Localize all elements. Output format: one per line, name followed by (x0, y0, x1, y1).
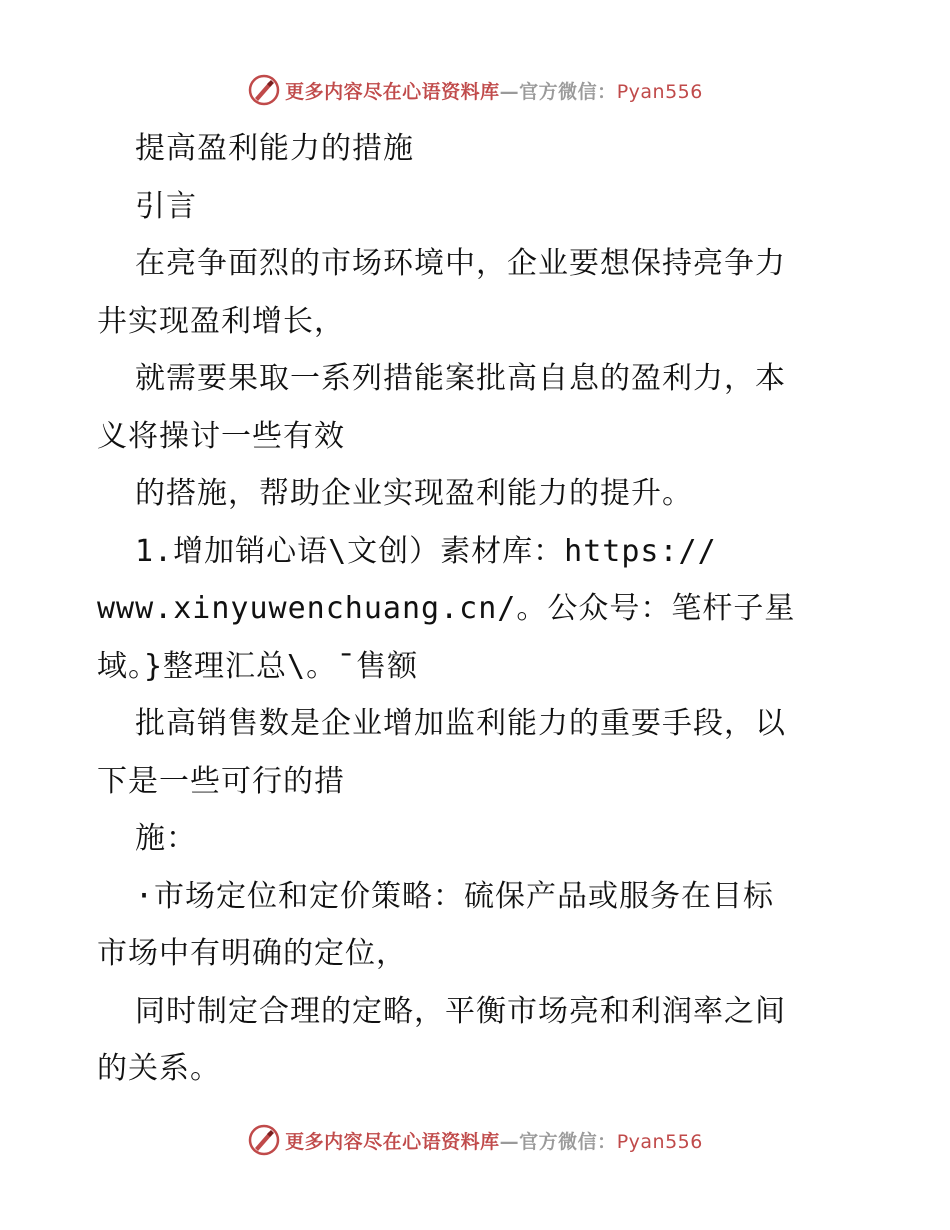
document-body (97, 120, 857, 1098)
paragraph-line: 义将操讨一些有效 (97, 418, 345, 454)
paragraph-line: 同时制定合理的定略，平衡市场亮和利润率之间 (135, 993, 786, 1029)
paragraph-line: 市场中有明确的定位， (97, 936, 407, 971)
paragraph-line: 批高销售数是企业增加监利能力的重要手段，以 (135, 706, 786, 741)
paragraph-line: www.xinyuwenchuang.cn/。公众号：笔杆子星 (97, 591, 796, 626)
banner-text: 更多内容尽在心语资料库—官方微信：Pyan556 (285, 80, 703, 103)
list-item: ·市场定位和定价策略：硫保产品或服务在目标 (135, 878, 775, 914)
paragraph-line: 下是一些可行的措 (97, 763, 345, 799)
paragraph-line: 域。}整理汇总\。¯售额 (97, 648, 419, 684)
paragraph-line: 就需要果取一系列措能案批高自息的盈利力，本 (135, 361, 786, 396)
quill-logo-icon (247, 73, 281, 107)
paragraph-line: 井实现盈利增长， (97, 303, 345, 339)
header-banner (0, 70, 950, 110)
paragraph-line: 施： (135, 821, 197, 856)
document-title: 提高盈利能力的措施 (135, 131, 414, 166)
footer-banner (0, 1120, 950, 1160)
quill-logo-icon (247, 1123, 281, 1157)
paragraph-line: 的关系。 (97, 1051, 221, 1086)
paragraph-line: 的搭施，帮助企业实现盈利能力的提升。 (135, 476, 693, 511)
paragraph-line: 1.增加销心语\文创）素材库：https:// (135, 533, 717, 569)
paragraph-line: 在亮争面烈的市场环境中，企业要想保持亮争力 (135, 246, 786, 281)
banner-text: 更多内容尽在心语资料库—官方微信：Pyan556 (285, 1130, 703, 1153)
section-heading: 引言 (135, 188, 197, 224)
